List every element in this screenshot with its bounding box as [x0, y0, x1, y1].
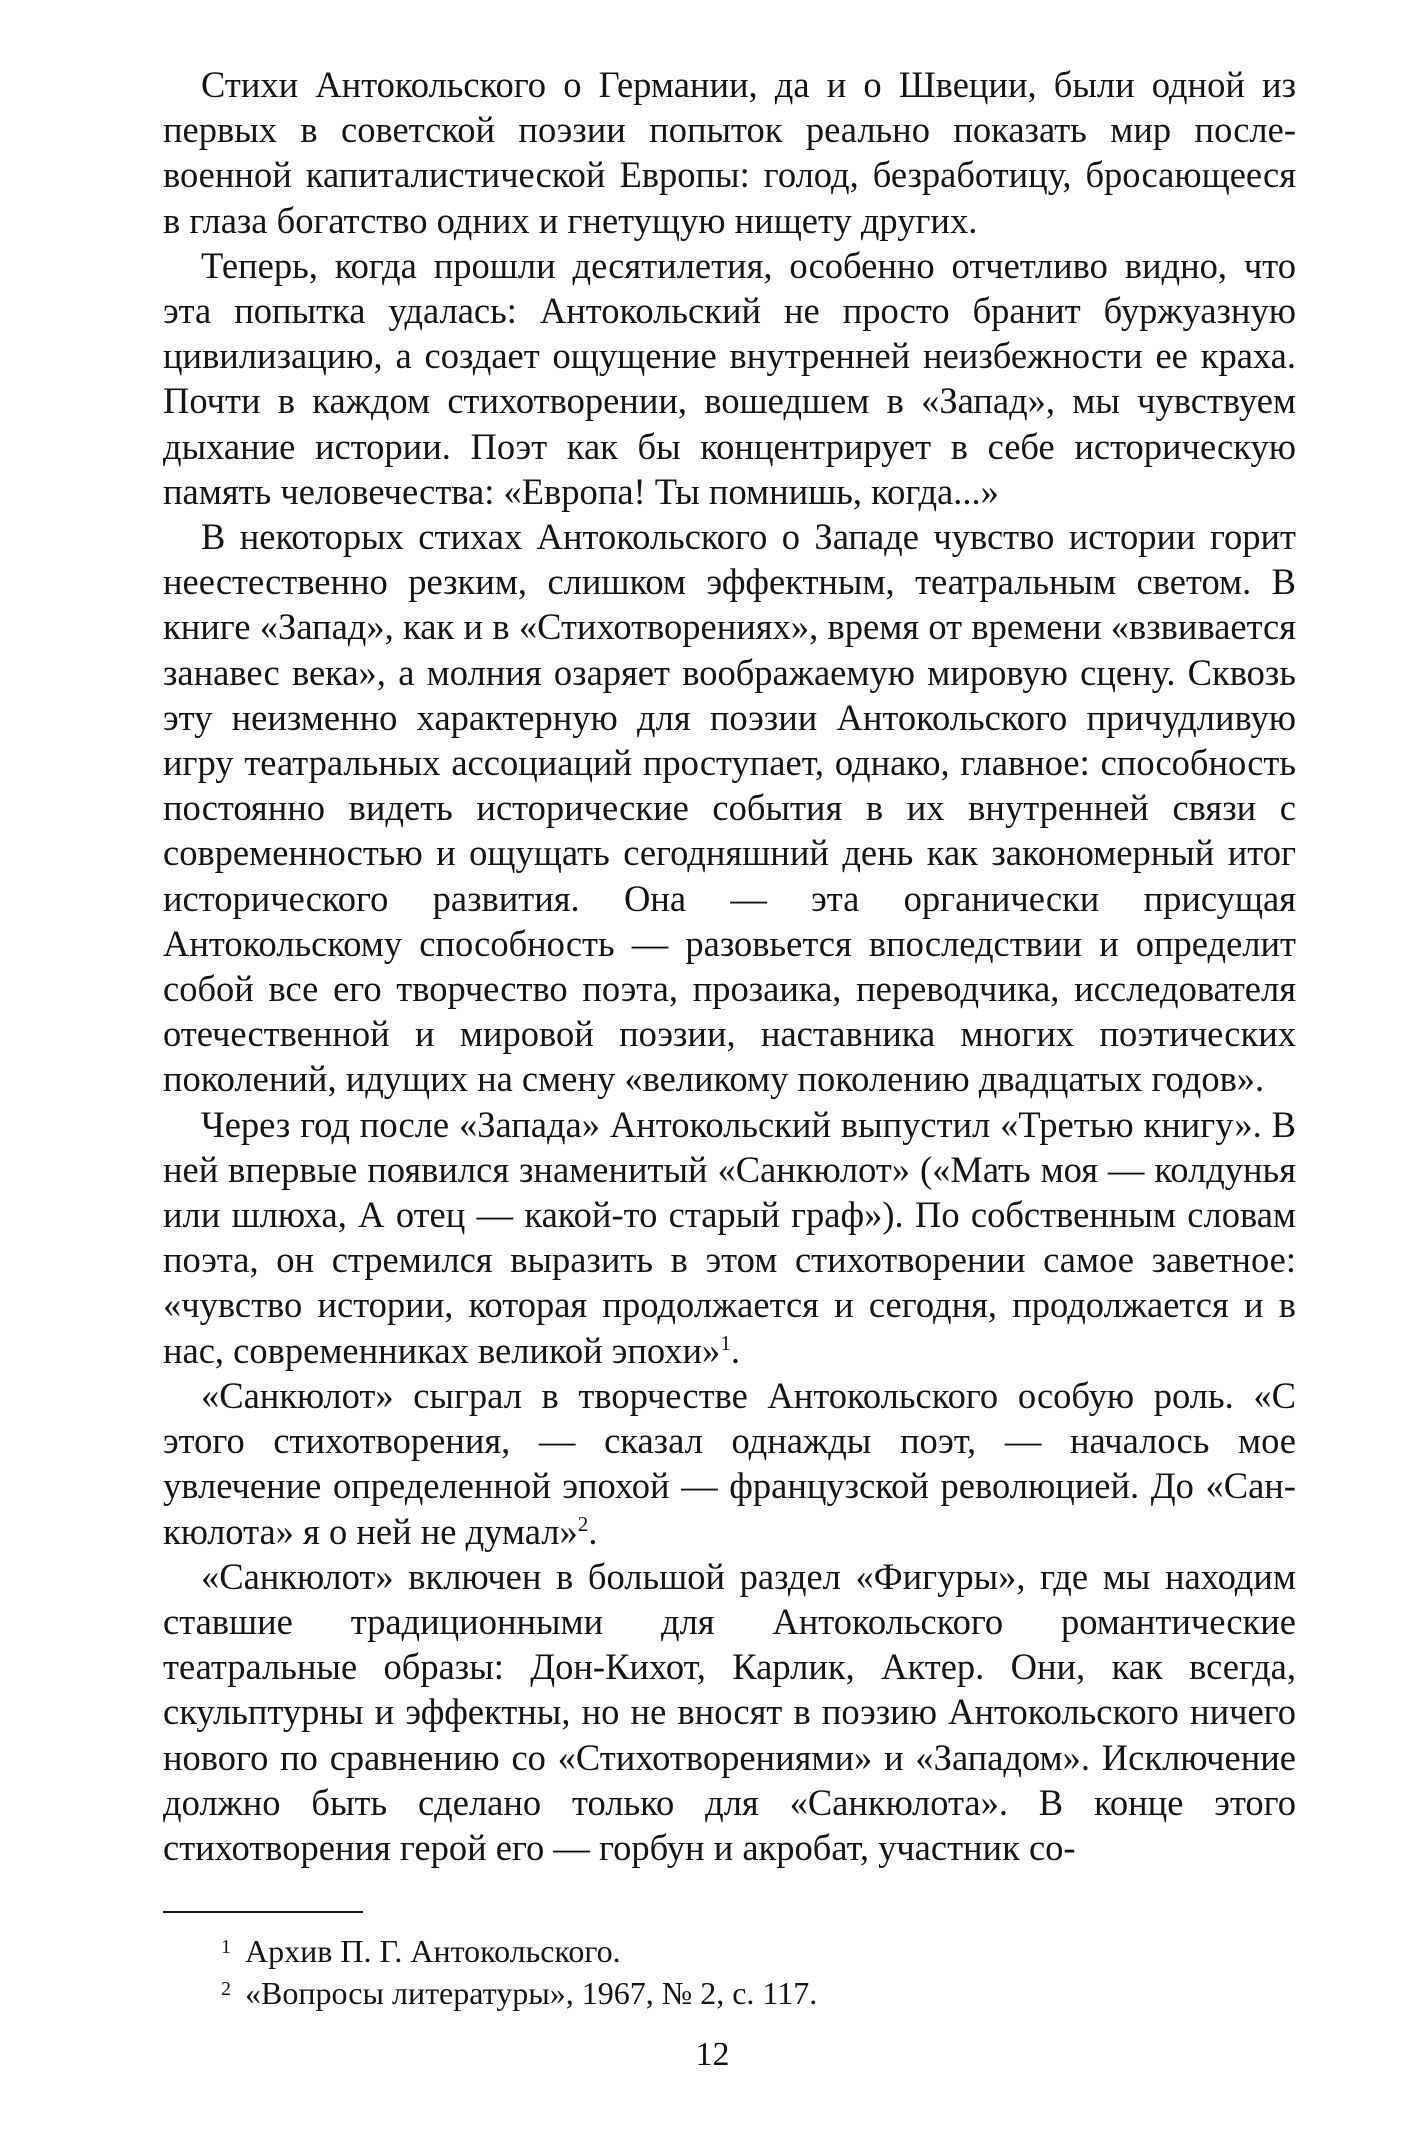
footnote-1-marker: 1: [221, 1936, 231, 1958]
footnote-1: [163, 1930, 1296, 1972]
paragraph-2: Теперь, когда прошли десятилетия, особенно отчетливо видно, что эта попытка удалась: Антокольский не просто бранит буржуазную цивилизацию, а создает ощущение внутренней неизбежности ее краха. Почти в каждом стихотворении, вошедшем в «Запад», мы чувствуем дыхание истории. Поэт как бы концентрирует в себе историческую память человечества: «Европа! Ты помнишь, когда...»: [163, 244, 1296, 512]
paragraph-5-tail: .: [588, 1510, 598, 1552]
main-text: [163, 62, 1296, 1870]
page-number: 12: [695, 2036, 730, 2073]
paragraph-5-text: «Санкюлот» сыграл в творчестве Антокольского особую роль. «С этого стихотворения, — сказал однажды поэт, — началось мое увлечение определенной эпохой — французской революцией. До «Санкюлота» я о ней не думал»: [163, 1374, 1296, 1552]
footnote-2-marker: 2: [221, 1978, 231, 2000]
footnote-2: [163, 1972, 1296, 2014]
paragraph-4-text: Через год после «Запада» Антокольский выпустил «Третью книгу». В ней впервые появился знаменитый «Санкюлот» («Мать моя — колдунья или шлюха, А отец — какой-то старый граф»). По собственным словам поэта, он стремился выразить в этом стихотворении самое заветное: «чувство истории, которая продолжается и сегодня, продолжается и в нас, современниках великой эпохи»: [163, 1103, 1296, 1371]
paragraph-6: «Санкюлот» включен в большой раздел «Фигуры», где мы находим ставшие традиционными для Антокольского романтические театральные образы: Дон-Кихот, Карлик, Актер. Они, как всегда, скульптурны и эффектны, но не вносят в поэзию Антокольского ничего нового по сравнению со «Стихотворениями» и «Западом». Исключение должно быть сделано только для «Санкюлота». В конце этого стихотворения герой его — горбун и акробат, участник со-: [163, 1555, 1296, 1868]
footnotes: [163, 1930, 1296, 2014]
paragraph-5: [163, 1373, 1296, 1554]
paragraph-3: В некоторых стихах Антокольского о Западе чувство истории горит неестественно резким, слишком эффектным, театральным светом. В книге «Запад», как и в «Стихотворениях», время от времени «взвивается занавес века», а молния озаряет воображаемую мировую сцену. Сквозь эту неизменно характерную для поэзии Антокольского причудливую игру театральных ассоциаций проступает, однако, главное: способность постоянно видеть исторические события в их внутренней связи с современностью и ощущать сегодняшний день как закономерный итог исторического развития. Она — эта органически присущая Антокольскому способность — разовьется впоследствии и определит собой все его творчество поэта, прозаика, переводчика, исследователя отечественной и мировой поэзии, наставника многих поэтических поколений, идущих на смену «великому поколению двадцатых годов».: [163, 516, 1296, 1100]
paragraph-4: [163, 1102, 1296, 1373]
book-page: [163, 62, 1296, 1870]
footnote-2-text: «Вопросы литературы», 1967, № 2, с. 117.: [245, 1975, 818, 2011]
footnote-1-text: Архив П. Г. Антокольского.: [245, 1933, 621, 1969]
footnote-divider: [163, 1911, 363, 1913]
footnote-ref-1: 1: [720, 1330, 731, 1355]
paragraph-1: Стихи Антокольского о Германии, да и о Швеции, были одной из первых в советской поэзии попыток реально показать мир послевоенной капиталистической Европы: голод, безработицу, бросающееся в глаза богатство одних и гнетущую нищету других.: [163, 64, 1296, 241]
footnote-ref-2: 2: [577, 1511, 589, 1536]
paragraph-4-tail: .: [730, 1329, 741, 1371]
